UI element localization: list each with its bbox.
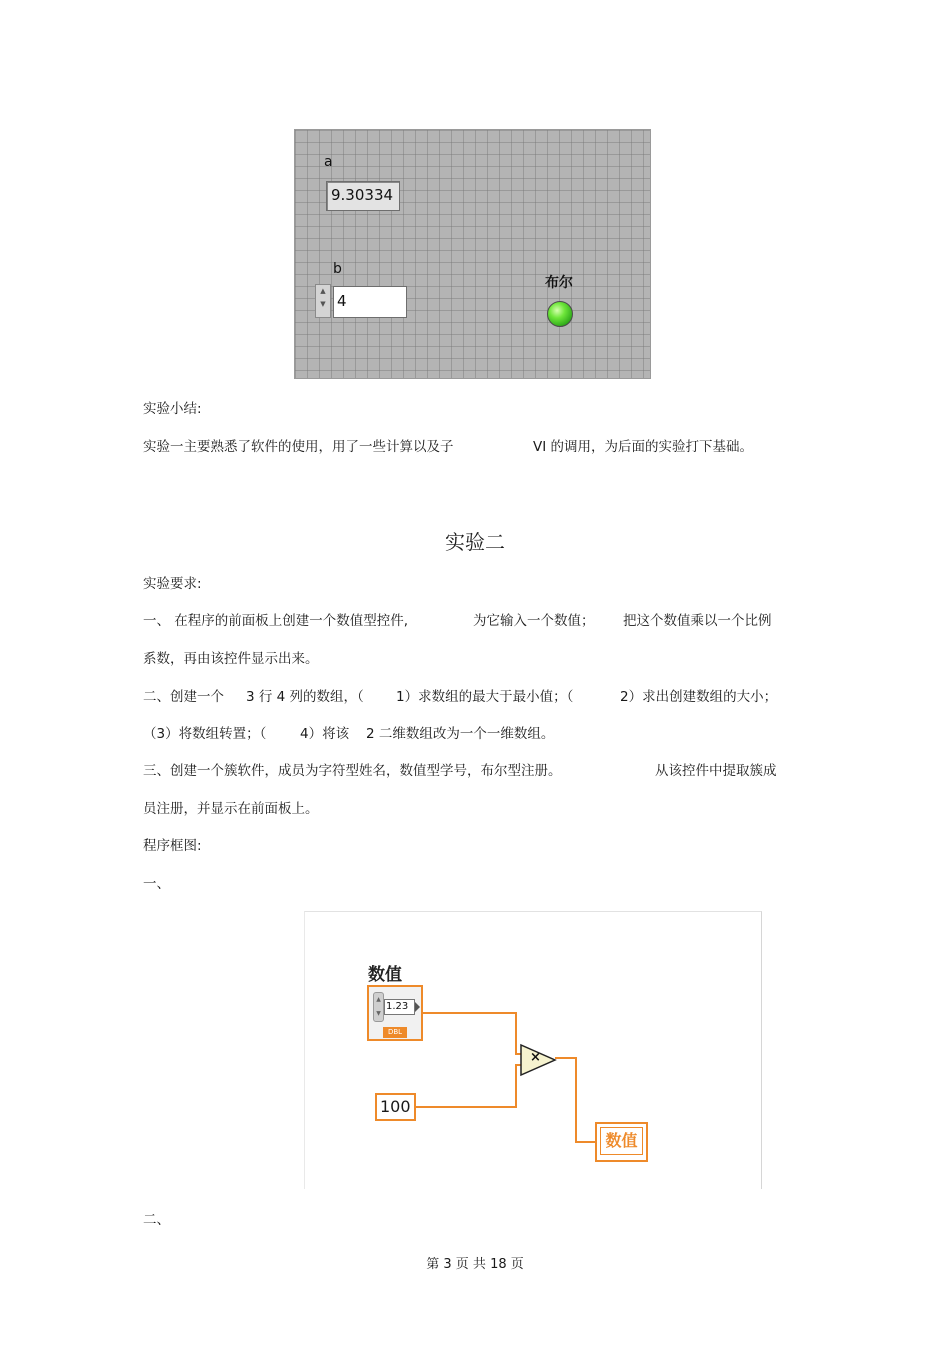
numeric-control-b[interactable]: 4 xyxy=(333,286,407,318)
output-arrow-icon xyxy=(415,1002,420,1012)
diagram-heading: 程序框图: xyxy=(143,838,202,854)
boolean-led-indicator xyxy=(547,301,573,327)
summary-text-part2: VI 的调用，为后面的实验打下基础。 xyxy=(533,439,754,455)
req2-line1-c: 1）求数组的最大于最小值；（ xyxy=(396,689,574,705)
label-b: b xyxy=(333,261,342,277)
page-total: 18 xyxy=(490,1257,507,1272)
req2-line1-b: 3 行 4 列的数组，（ xyxy=(246,689,364,705)
req1-line1-c: 把这个数值乘以一个比例 xyxy=(623,613,772,629)
req2-line2-b: 4）将该 xyxy=(300,726,350,742)
req3-line1-b: 从该控件中提取簇成 xyxy=(655,763,777,779)
page-footer xyxy=(0,1253,950,1272)
page-number: 3 xyxy=(443,1257,452,1272)
dbl-type-tag: DBL xyxy=(383,1027,407,1038)
control-label: 数值 xyxy=(368,965,402,985)
control-arrows-icon: ▲ ▼ xyxy=(373,992,384,1022)
req1-line1-b: 为它输入一个数值； xyxy=(473,613,595,629)
req2-line1-a: 二、创建一个 xyxy=(143,689,224,705)
wires xyxy=(305,912,761,1189)
summary-text-part1: 实验一主要熟悉了软件的使用，用了一些计算以及子 xyxy=(143,439,454,455)
page-suffix: 页 xyxy=(510,1257,524,1272)
constant-100[interactable]: 100 xyxy=(375,1093,416,1121)
req3-line2: 员注册，并显示在前面板上。 xyxy=(143,801,319,817)
req1-line2: 系数，再由该控件显示出来。 xyxy=(143,651,319,667)
label-boolean: 布尔 xyxy=(545,275,573,291)
multiply-symbol: × xyxy=(530,1050,541,1065)
numeric-indicator-terminal[interactable] xyxy=(595,1122,648,1162)
req2-line1-d: 2）求出创建数组的大小； xyxy=(620,689,778,705)
requirements-heading: 实验要求: xyxy=(143,576,202,592)
label-a: a xyxy=(324,154,333,170)
multiply-node-icon[interactable] xyxy=(521,1045,555,1075)
req2-line2-c: 2 二维数组改为一个一维数组。 xyxy=(366,726,555,742)
part1-label: 一、 xyxy=(143,876,170,892)
req1-line1-a: 一、 在程序的前面板上创建一个数值型控件, xyxy=(143,613,409,629)
wire-multiply-to-indicator xyxy=(555,1058,595,1142)
front-panel-screenshot xyxy=(294,129,651,379)
numeric-indicator-a: 9.30334 xyxy=(326,181,400,211)
wire-constant-to-multiply xyxy=(416,1065,521,1107)
section-title: 实验二 xyxy=(445,530,505,554)
part2-label: 二、 xyxy=(143,1212,170,1228)
req2-line2-a: （3）将数组转置；（ xyxy=(143,726,267,742)
req3-line1-a: 三、创建一个簇软件，成员为字符型姓名，数值型学号，布尔型注册。 xyxy=(143,763,562,779)
page-prefix: 第 xyxy=(426,1257,440,1272)
control-value: 1.23 xyxy=(384,999,415,1015)
block-diagram-screenshot xyxy=(304,911,762,1189)
increment-decrement-arrows-icon[interactable]: ▲ ▼ xyxy=(315,284,331,318)
indicator-label: 数值 xyxy=(600,1127,643,1155)
summary-heading: 实验小结: xyxy=(143,401,202,417)
numeric-control-terminal[interactable] xyxy=(367,985,423,1041)
page-mid: 页 共 xyxy=(455,1257,486,1272)
wire-control-to-multiply xyxy=(423,1013,521,1054)
